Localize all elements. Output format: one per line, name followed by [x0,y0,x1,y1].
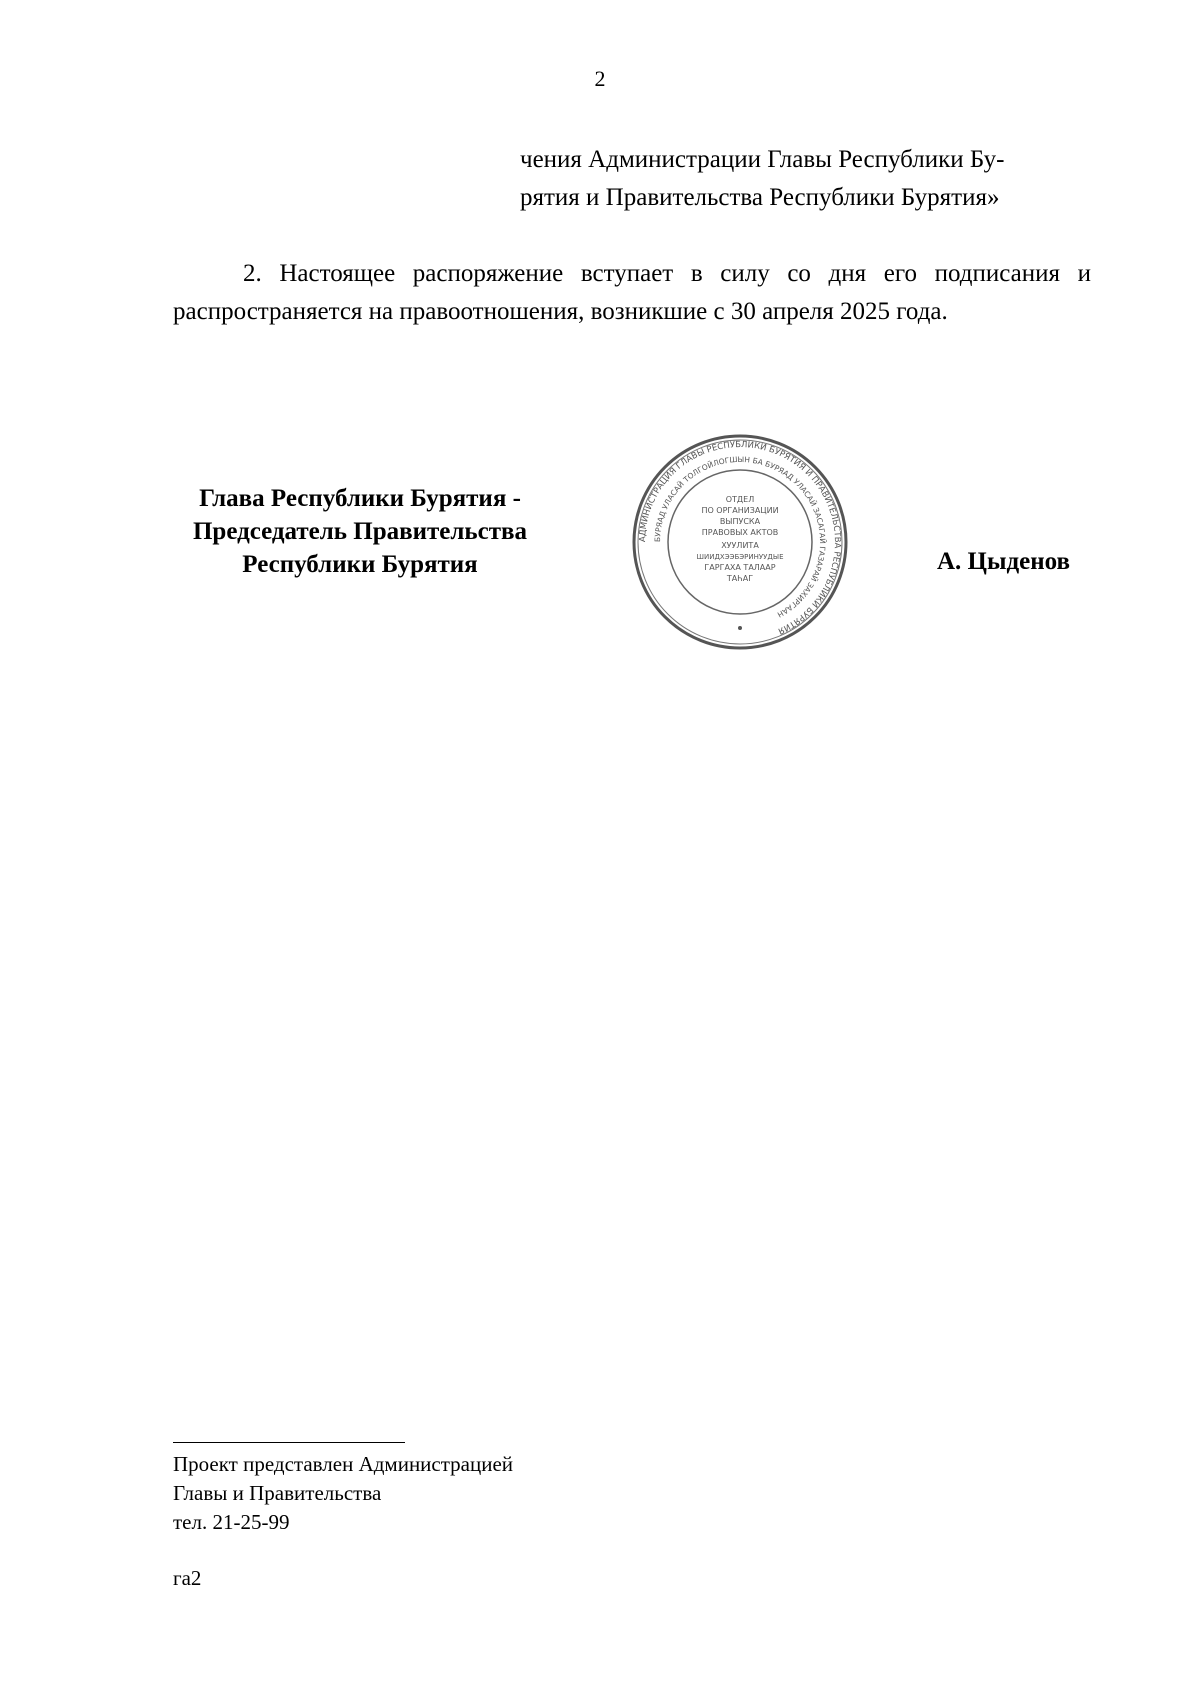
paragraph-2-line-1: 2. Настоящее распоряжение вступает в силу со дня его подписания и [243,260,1091,287]
footnote [173,1450,513,1537]
footnote-line-3: тел. 21-25-99 [173,1510,290,1534]
footnote-line-2: Главы и Правительства [173,1481,382,1505]
seal-center-line-1: ОТДЕЛ [725,495,755,504]
signatory-title-line-2: Председатель Правительства [192,518,528,545]
signatory-title-line-1: Глава Республики Бурятия - [199,485,521,512]
seal-center-line-3: ВЫПУСКА [719,517,761,526]
seal-center-line-8: ТАҺАГ [726,574,754,583]
seal-ring-inner-text: БУРЯАД УЛАСАЙ ТОЛГОЙЛОГШЫН БА БУРЯАД УЛАСАЙ ЗАСАГАЙ ГАЗАРАЙ ЗАХИРГААН [652,454,828,620]
footnote-rule [173,1442,405,1443]
official-seal [630,432,850,652]
signatory-title-line-3: Республики Бурятия [242,551,478,578]
footnote-line-1: Проект представлен Администрацией [173,1452,514,1476]
seal-bottom-star [738,626,742,630]
seal-center-line-4: ПРАВОВЫХ АКТОВ [701,528,779,537]
document-code: га2 [173,1566,202,1590]
seal-center-line-6: ШИИДХЭЭБЭРИНУУДЫЕ [696,553,784,561]
signatory-name: А. Цыденов [937,548,1071,575]
signatory-title [150,482,570,581]
seal-center-line-5: ХУУЛИТА [721,541,759,550]
continuation-line-1: чения Администрации Главы Республики Бу- [520,146,1005,173]
seal-ring-outer-text: АДМИНИСТРАЦИЯ ГЛАВЫ РЕСПУБЛИКИ БУРЯТИЯ И ПРАВИТЕЛЬСТВА РЕСПУБЛИКИ БУРЯТИЯ [637,439,843,636]
paragraph-2-line-2: распространяется на правоотношения, возникшие с 30 апреля 2025 года. [173,298,948,325]
page-number: 2 [594,66,606,91]
seal-center-line-7: ГАРГАХА ТАЛААР [704,563,776,572]
continuation-line-2: рятия и Правительства Республики Бурятия» [520,184,1000,211]
seal-center-line-2: ПО ОРГАНИЗАЦИИ [701,506,779,515]
